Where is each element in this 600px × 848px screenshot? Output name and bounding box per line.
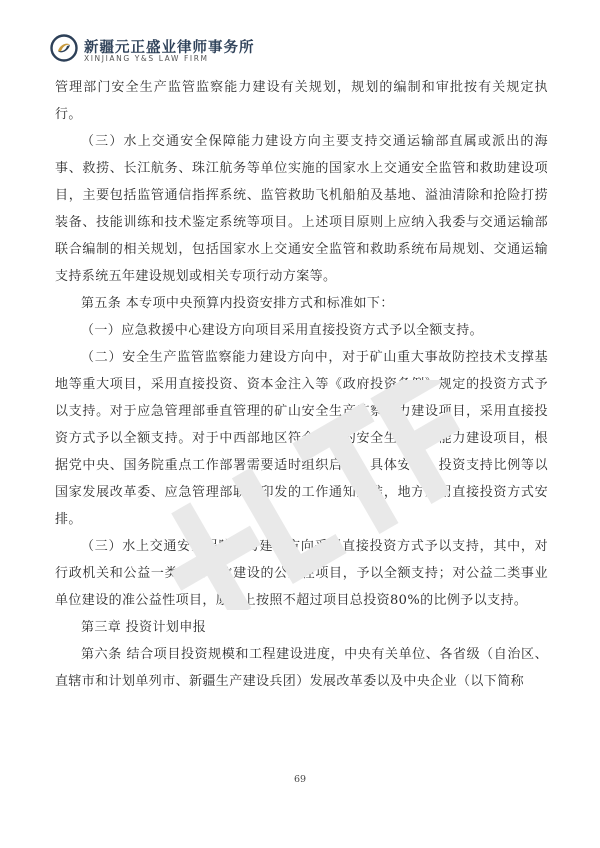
paragraph: （一）应急救援中心建设方向项目采用直接投资方式予以全额支持。 [81, 323, 484, 338]
chapter-heading: 第三章 投资计划申报 [81, 620, 207, 635]
paragraph: （二）安全生产监管监察能力建设方向中，对于矿山重大事故防控技术支撑基地等重大项目，采用直接投资、资本金注入等《政府投资条例》规定的投资方式予以支持。对于应急管理部垂直管理的矿山安全生产监察能力建设项目，采用直接投资方式予以全额支持。对于中西部地区符合条件的安全生产监管能力建设项目，根据党中央、国务院重点工作部署需要适时组织启动，具体安排、投资支持比例等以国家发展改革委、应急管理部联合印发的工作通知为准，地方采用直接投资方式安排。 [55, 350, 548, 527]
paragraph: 管理部门安全生产监管监察能力建设有关规划，规划的编制和审批按有关规定执行。 [55, 80, 548, 122]
paragraph: 第五条 本专项中央预算内投资安排方式和标准如下： [81, 296, 394, 311]
paragraph: （三）水上交通安全保障能力建设方向采用直接投资方式予以支持，其中，对行政机关和公益一类事业单位建设的公益性项目，予以全额支持；对公益二类事业单位建设的准公益性项目，原则上按照不超过项目总投资80%的比例予以支持。 [55, 539, 548, 608]
page-number: 69 [293, 774, 307, 785]
firm-name: 新疆元正盛业律师事务所 [84, 40, 255, 56]
paragraph: 第六条 结合项目投资规模和工程建设进度，中央有关单位、各省级（自治区、直辖市和计划单列市、新疆生产建设兵团）发展改革委以及中央企业（以下简称 [55, 647, 548, 689]
firm-subtitle: XINJIANG Y&S LAW FIRM [84, 54, 209, 63]
page-header [50, 34, 550, 70]
paragraph: （三）水上交通安全保障能力建设方向主要支持交通运输部直属或派出的海事、救捞、长江航务、珠江航务等单位实施的国家水上交通安全监管和救助建设项目，主要包括监管通信指挥系统、监管救助飞机船舶及基地、溢油清除和抢险打捞装备、技能训练和技术鉴定系统等项目。上述项目原则上应纳入我委与交通运输部联合编制的相关规划，包括国家水上交通安全监管和救助系统布局规划、交通运输支持系统五年建设规划或相关专项行动方案等。 [55, 134, 548, 284]
document-body [55, 74, 548, 695]
firm-logo-icon [50, 34, 78, 62]
